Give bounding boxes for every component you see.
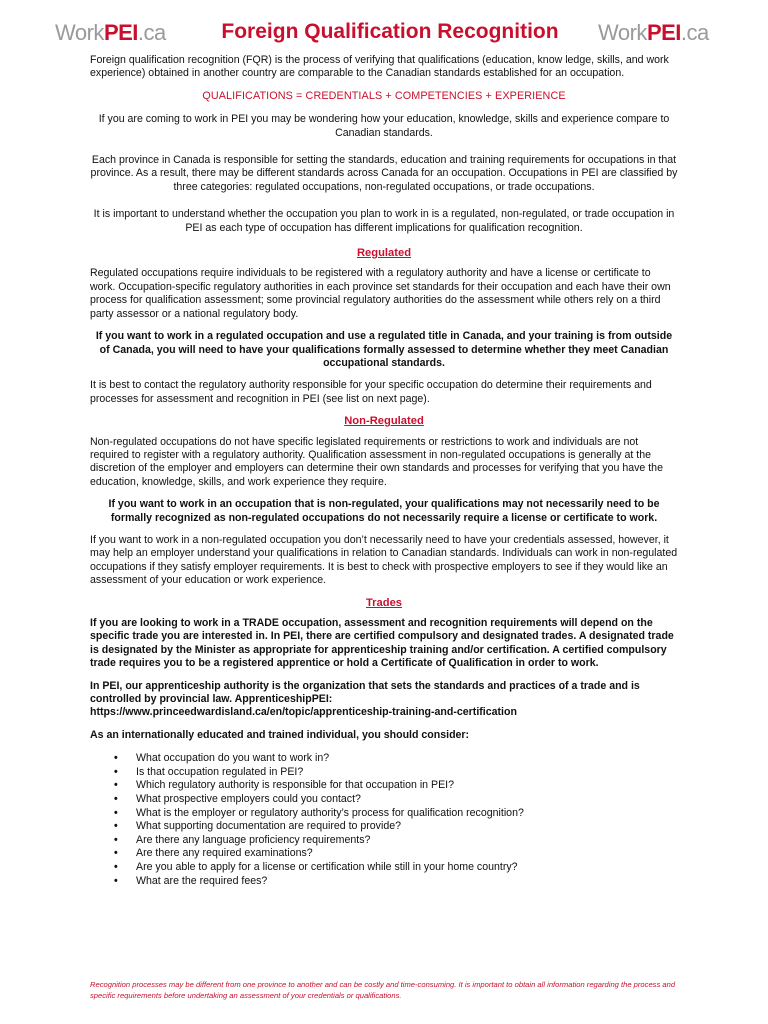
- section-heading-regulated: Regulated: [356, 247, 412, 260]
- list-item: • What is the employer or regulatory authority’s process for qualification recognition?: [136, 807, 678, 821]
- list-item: • Are you able to apply for a license or certification while still in your home country?: [136, 861, 678, 875]
- list-item: • Are there any required examinations?: [136, 847, 678, 861]
- list-item: • Is that occupation regulated in PEI?: [136, 766, 678, 780]
- trades-paragraph-3: As an internationally educated and trained individual, you should consider:: [90, 728, 470, 741]
- list-item: • What supporting documentation are required to provide?: [136, 820, 678, 834]
- section-heading-trades: Trades: [365, 596, 403, 609]
- trades-paragraph-1: If you are looking to work in a TRADE occupation, assessment and recognition requirements will depend on the specific trade you are interested in. In PEI, there are certified compulsory and designated trades. A designated trade is designated by the Minister as appropriate for apprenticeship training and/or certification. A certified compulsory trade requires you to be a registered apprentice or hold a Certificate of Qualification in order to work.: [90, 617, 674, 670]
- intro-paragraph-definition: Foreign qualification recognition (FQR) is the process of verifying that qualifications (education, know ledge, skills, and work experience) obtained in another country are comparable to the Canadian standards established for an occupation.: [90, 54, 669, 80]
- list-item: • What are the required fees?: [136, 875, 678, 889]
- nonregulated-paragraph-emphasis: If you want to work in an occupation that is non-regulated, your qualifications may not necessarily need to be formally recognized as non-regulated occupations do not necessarily require a license or certificate to work.: [108, 498, 660, 524]
- regulated-paragraph-emphasis: If you want to work in a regulated occupation and use a regulated title in Canada, and your training is from outside of Canada, you will need to have your qualifications formally assessed to determine whether they meet Canadian occupational standards.: [95, 330, 673, 369]
- document-body: [90, 54, 678, 888]
- intro-paragraph-provinces: Each province in Canada is responsible for setting the standards, education and training requirements for occupations in that province. As a result, there may be different standards across Canada for an occupation. Occupations in PEI are classified by three categories: regulated occupations, non-regulated occupations, or trade occupations.: [90, 154, 678, 193]
- list-item: • Are there any language proficiency requirements?: [136, 834, 678, 848]
- list-item: • Which regulatory authority is responsible for that occupation in PEI?: [136, 779, 678, 793]
- logo-ca-text: .ca: [137, 20, 166, 45]
- workpei-logo-left: [55, 20, 166, 46]
- nonregulated-paragraph-3: If you want to work in a non-regulated occupation you don’t necessarily need to have your credentials assessed, however, it may help an employer understand your qualifications in relation to Canadian standards. Individuals can work in non-regulated occupations if they satisfy employer requirements. It is best to check with prospective employers to see if they would like an assessment of your education or work experience.: [90, 533, 678, 587]
- page-title: Foreign Qualification Recognition: [221, 20, 559, 43]
- apprenticeship-url[interactable]: https://www.princeedwardisland.ca/en/topic/apprenticeship-training-and-certification: [90, 706, 517, 719]
- workpei-logo-right: [598, 20, 709, 46]
- apprenticeship-text: In PEI, our apprenticeship authority is the organization that sets the standards and practices of a trade and is controlled by provincial law. ApprenticeshipPEI:: [90, 679, 640, 706]
- logo-pei-text: PEI: [103, 20, 138, 45]
- list-item: • What prospective employers could you contact?: [136, 793, 678, 807]
- intro-paragraph-coming-to-pei: If you are coming to work in PEI you may be wondering how your education, knowledge, skills and experience compare to Canadian standards.: [98, 113, 670, 139]
- nonregulated-paragraph-1: Non-regulated occupations do not have specific legislated requirements or restrictions to work and individuals are not required to register with a regulatory authority. Qualification assessment in non-regulated occupations is generally at the discretion of the employer and employers can determine their own standards and processes for verifying that you have the education, knowledge, skills, and work experience they require.: [90, 435, 663, 488]
- regulated-paragraph-3: It is best to contact the regulatory authority responsible for your specific occupation do determine their requirements and processes for assessment and recognition in PEI (see list on next page).: [90, 379, 652, 405]
- regulated-paragraph-1: Regulated occupations require individuals to be registered with a regulatory authority and have a license or certificate to work. Occupation-specific regulatory authorities in each province set standards for their occupation and each have their own process for qualification assessment; some provincial regulatory authorities do the assessment while others rely on a third party assessor or a national regulatory body.: [90, 267, 671, 320]
- logo-work-text: Work: [598, 20, 647, 45]
- list-item: • What occupation do you want to work in?: [136, 752, 678, 766]
- logo-ca-text: .ca: [680, 20, 709, 45]
- section-heading-non-regulated: Non-Regulated: [344, 415, 424, 428]
- trades-paragraph-2: [90, 680, 678, 707]
- page-header: [0, 14, 768, 54]
- considerations-list: [90, 752, 678, 888]
- qualifications-equation: QUALIFICATIONS = CREDENTIALS + COMPETENCIES + EXPERIENCE: [202, 89, 566, 102]
- footnote-disclaimer: Recognition processes may be different from one province to another and can be costly and time-consuming. It is important to obtain all information regarding the process and specific requirements before undertaking an assessment of your credentials or qualifications.: [90, 980, 676, 1000]
- logo-pei-text: PEI: [646, 20, 681, 45]
- intro-paragraph-importance: It is important to understand whether the occupation you plan to work in is a regulated, non-regulated, or trade occupation in PEI as each type of occupation has different implications for qualification recognition.: [93, 208, 675, 234]
- logo-work-text: Work: [55, 20, 104, 45]
